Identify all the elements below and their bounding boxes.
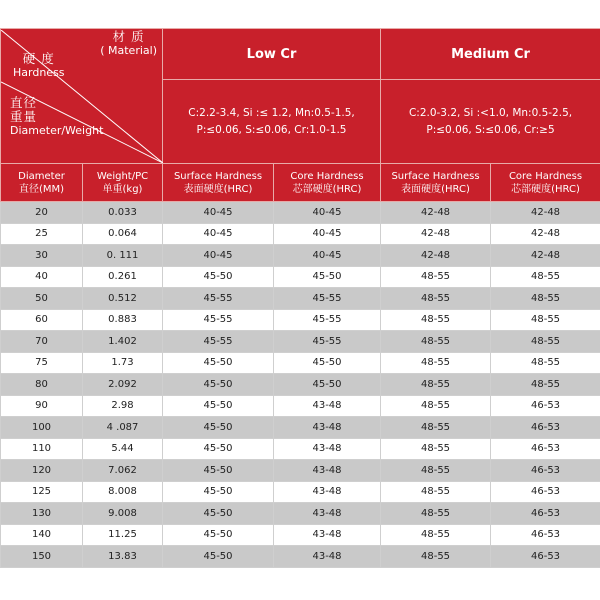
material-label: 材 质 ( Material) (100, 29, 157, 57)
table-cell: 13.83 (83, 546, 163, 568)
table-row (1, 417, 600, 439)
table-cell: 40-45 (163, 202, 274, 224)
table-row (1, 223, 600, 245)
table-cell: 45-50 (163, 546, 274, 568)
table-cell: 48-55 (381, 374, 491, 396)
table-cell: 48-55 (381, 331, 491, 353)
table-cell: 45-50 (163, 352, 274, 374)
table-cell: 46-53 (491, 417, 600, 439)
column-header-en: Weight/PC (96, 170, 149, 182)
table-cell: 46-53 (491, 503, 600, 525)
column-header-en: Surface Hardness (391, 170, 480, 182)
table-cell: 48-55 (381, 524, 491, 546)
table-cell: 48-55 (381, 309, 491, 331)
table-cell: 45-50 (163, 524, 274, 546)
table-cell: 48-55 (491, 309, 600, 331)
table-cell: 20 (1, 202, 83, 224)
material-low-cr: Low Cr (163, 29, 381, 80)
table-cell: 45-55 (274, 331, 381, 353)
chem-medium-cr: C:2.0-3.2, Si :<1.0, Mn:0.5-2.5, P:≤0.06, S:≤0.06, Cr:≥5 (381, 80, 600, 164)
table-cell: 70 (1, 331, 83, 353)
table-cell: 4 .087 (83, 417, 163, 439)
table-row (1, 546, 600, 568)
table-cell: 43-48 (274, 546, 381, 568)
hardness-label: 硬 度 Hardness (13, 50, 65, 79)
table-cell: 40-45 (163, 245, 274, 267)
column-header-cn: 芯部硬度(HRC) (292, 183, 362, 195)
table-cell: 120 (1, 460, 83, 482)
table-cell: 48-55 (381, 352, 491, 374)
table-cell: 43-48 (274, 460, 381, 482)
table-cell: 45-55 (163, 288, 274, 310)
column-header-cn: 单重(kg) (102, 183, 143, 195)
material-medium-cr: Medium Cr (381, 29, 600, 80)
column-header (83, 164, 163, 202)
table-cell: 40 (1, 266, 83, 288)
table-cell: 40-45 (274, 223, 381, 245)
table-row (1, 374, 600, 396)
table-cell: 45-55 (163, 331, 274, 353)
column-header (491, 164, 600, 202)
table-cell: 2.98 (83, 395, 163, 417)
table-cell: 48-55 (381, 266, 491, 288)
table-cell: 48-55 (491, 331, 600, 353)
table-cell: 110 (1, 438, 83, 460)
table-row (1, 245, 600, 267)
table-cell: 8.008 (83, 481, 163, 503)
table-cell: 11.25 (83, 524, 163, 546)
table-cell: 43-48 (274, 417, 381, 439)
table-cell: 45-50 (163, 395, 274, 417)
table-cell: 42-48 (381, 245, 491, 267)
table-row (1, 331, 600, 353)
table-cell: 45-50 (163, 374, 274, 396)
table-cell: 42-48 (491, 223, 600, 245)
table-cell: 0.512 (83, 288, 163, 310)
table-row (1, 460, 600, 482)
table-cell: 45-55 (274, 309, 381, 331)
column-header-en: Core Hardness (508, 170, 583, 182)
table-cell: 48-55 (381, 460, 491, 482)
table-cell: 46-53 (491, 481, 600, 503)
table-cell: 43-48 (274, 438, 381, 460)
table-cell: 45-50 (163, 417, 274, 439)
table-cell: 48-55 (381, 546, 491, 568)
table-cell: 45-55 (274, 288, 381, 310)
table-cell: 43-48 (274, 481, 381, 503)
column-header (381, 164, 491, 202)
column-header-en: Diameter (18, 170, 65, 182)
table-cell: 45-50 (163, 503, 274, 525)
table-cell: 50 (1, 288, 83, 310)
table-cell: 45-50 (163, 266, 274, 288)
table-cell: 1.402 (83, 331, 163, 353)
table-cell: 0.033 (83, 202, 163, 224)
column-header-en: Surface Hardness (173, 170, 263, 182)
table-cell: 48-55 (381, 481, 491, 503)
table-cell: 45-50 (274, 352, 381, 374)
table-cell: 43-48 (274, 503, 381, 525)
table-cell: 43-48 (274, 524, 381, 546)
table-cell: 48-55 (491, 288, 600, 310)
table-cell: 48-55 (381, 417, 491, 439)
column-header-cn: 表面硬度(HRC) (401, 183, 470, 195)
table-cell: 42-48 (381, 202, 491, 224)
table-cell: 90 (1, 395, 83, 417)
table-cell: 42-48 (491, 245, 600, 267)
table-cell: 42-48 (381, 223, 491, 245)
table-cell: 100 (1, 417, 83, 439)
table-row (1, 309, 600, 331)
table-cell: 40-45 (274, 245, 381, 267)
table-row (1, 481, 600, 503)
hardness-spec-sheet (0, 28, 600, 568)
table-cell: 45-50 (274, 374, 381, 396)
table-cell: 40-45 (274, 202, 381, 224)
table-cell: 42-48 (491, 202, 600, 224)
chem-low-cr: C:2.2-3.4, Si :≤ 1.2, Mn:0.5-1.5, P:≤0.06, S:≤0.06, Cr:1.0-1.5 (163, 80, 381, 164)
table-cell: 45-50 (274, 266, 381, 288)
table-row (1, 503, 600, 525)
table-cell: 130 (1, 503, 83, 525)
table-cell: 45-50 (163, 481, 274, 503)
column-header (163, 164, 274, 202)
corner-header (1, 29, 163, 164)
column-header-cn: 芯部硬度(HRC) (511, 183, 580, 195)
table-row (1, 288, 600, 310)
table-cell: 48-55 (491, 266, 600, 288)
table-cell: 9.008 (83, 503, 163, 525)
table-cell: 48-55 (491, 374, 600, 396)
table-cell: 125 (1, 481, 83, 503)
column-header (274, 164, 381, 202)
table-cell: 0.261 (83, 266, 163, 288)
column-header-en: Core Hardness (290, 170, 364, 182)
table-cell: 2.092 (83, 374, 163, 396)
column-header (1, 164, 83, 202)
table-cell: 150 (1, 546, 83, 568)
table-cell: 46-53 (491, 546, 600, 568)
table-cell: 7.062 (83, 460, 163, 482)
table-row (1, 202, 600, 224)
table-cell: 45-55 (163, 309, 274, 331)
table-cell: 46-53 (491, 395, 600, 417)
table-cell: 45-50 (163, 438, 274, 460)
table-cell: 0.883 (83, 309, 163, 331)
table-cell: 30 (1, 245, 83, 267)
table-cell: 48-55 (381, 288, 491, 310)
table-cell: 0.064 (83, 223, 163, 245)
table-row (1, 524, 600, 546)
diameter-weight-label: 直径 重量 Diameter/Weight (10, 94, 104, 137)
table-cell: 60 (1, 309, 83, 331)
column-header-cn: 表面硬度(HRC) (183, 183, 253, 195)
table-cell: 48-55 (491, 352, 600, 374)
table-cell: 46-53 (491, 438, 600, 460)
table-cell: 1.73 (83, 352, 163, 374)
table-cell: 75 (1, 352, 83, 374)
table-cell: 140 (1, 524, 83, 546)
table-row (1, 438, 600, 460)
table-row (1, 266, 600, 288)
table-cell: 45-50 (163, 460, 274, 482)
table-cell: 46-53 (491, 460, 600, 482)
table-cell: 40-45 (163, 223, 274, 245)
table-row (1, 352, 600, 374)
table-cell: 0. 111 (83, 245, 163, 267)
table-cell: 25 (1, 223, 83, 245)
table-cell: 5.44 (83, 438, 163, 460)
table-cell: 48-55 (381, 395, 491, 417)
table-cell: 43-48 (274, 395, 381, 417)
table-cell: 48-55 (381, 438, 491, 460)
table-cell: 46-53 (491, 524, 600, 546)
table-cell: 80 (1, 374, 83, 396)
table-cell: 48-55 (381, 503, 491, 525)
column-header-cn: 直径(MM) (18, 183, 65, 195)
hardness-table (0, 28, 600, 568)
table-row (1, 395, 600, 417)
